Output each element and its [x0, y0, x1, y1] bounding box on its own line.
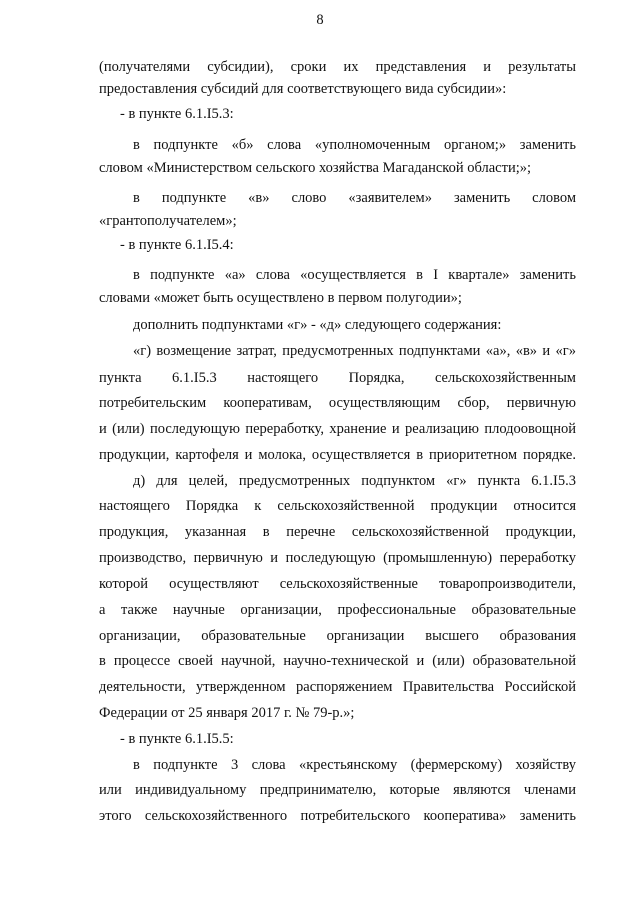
text-line: которой осуществляют сельскохозяйственные товаропроизводители,: [99, 576, 576, 592]
text-line: организации, образовательные организации высшего образования: [99, 628, 576, 644]
text-line: в подпункте «в» слово «заявителем» заменить словом: [133, 190, 576, 206]
text-line: продукции, картофеля и молока, осуществляется в приоритетном порядке.: [99, 447, 576, 463]
text-line: предоставления субсидий для соответствующего вида субсидии»:: [99, 81, 507, 97]
text-line: словами «может быть осуществлено в первом полугодии»;: [99, 290, 462, 306]
page-number: 8: [316, 12, 324, 28]
text-line: в подпункте 3 слова «крестьянскому (фермерскому) хозяйству: [133, 757, 576, 773]
text-line: в подпункте «б» слова «уполномоченным органом;» заменить: [133, 137, 576, 153]
text-line: в процессе своей научной, научно-технической и (или) образовательной: [99, 653, 576, 669]
text-line: или индивидуальному предпринимателю, которые являются членами: [99, 782, 576, 798]
text-line: Федерации от 25 января 2017 г. № 79-р.»;: [99, 705, 355, 721]
text-line: этого сельскохозяйственного потребительского кооператива» заменить: [99, 808, 576, 824]
text-line: (получателями субсидии), сроки их представления и результаты: [99, 59, 576, 75]
text-line: «грантополучателем»;: [99, 213, 237, 229]
text-line: настоящего Порядка к сельскохозяйственной продукции относится: [99, 498, 576, 514]
text-line: и (или) последующую переработку, хранение и реализацию плодоовощной: [99, 421, 576, 437]
text-line: продукция, указанная в перечне сельскохозяйственной продукции,: [99, 524, 576, 540]
text-line: «г) возмещение затрат, предусмотренных подпунктами «а», «в» и «г»: [133, 343, 576, 359]
text-line: - в пункте 6.1.I5.3:: [120, 106, 234, 122]
text-line: в подпункте «а» слова «осуществляется в I квартале» заменить: [133, 267, 576, 283]
text-line: производство, первичную и последующую (промышленную) переработку: [99, 550, 576, 566]
text-line: - в пункте 6.1.I5.5:: [120, 731, 234, 747]
text-line: деятельности, утвержденном распоряжением Правительства Российской: [99, 679, 576, 695]
text-line: дополнить подпунктами «г» - «д» следующего содержания:: [133, 317, 502, 333]
text-line: потребительским кооперативам, осуществляющим сбор, первичную: [99, 395, 576, 411]
text-line: а также научные организации, профессиональные образовательные: [99, 602, 576, 618]
text-line: словом «Министерством сельского хозяйства Магаданской области;»;: [99, 160, 532, 176]
text-line: - в пункте 6.1.I5.4:: [120, 237, 234, 253]
text-line: д) для целей, предусмотренных подпунктом «г» пункта 6.1.I5.3: [133, 473, 576, 489]
text-line: пункта 6.1.I5.3 настоящего Порядка, сельскохозяйственным: [99, 370, 576, 386]
